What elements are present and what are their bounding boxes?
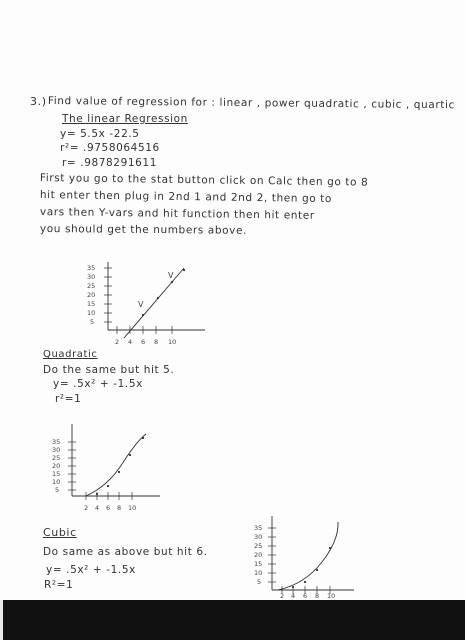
linear-mark: V	[138, 300, 144, 309]
quadratic-x-tick: 8	[117, 504, 122, 512]
linear-r-squared: r²= .9758064516	[60, 142, 160, 154]
linear-equation: y= 5.5x -22.5	[60, 128, 140, 140]
quadratic-y-tick: 10	[52, 478, 61, 486]
instruction-line-1: First you go to the stat button click on Calc then go to 8	[39, 172, 369, 189]
instruction-line-2: hit enter then plug in 2nd 1 and 2nd 2, then go to	[39, 189, 333, 206]
quadratic-x-tick: 2	[84, 504, 89, 512]
quadratic-x-tick: 6	[106, 504, 111, 512]
quadratic-y-tick: 35	[52, 438, 61, 446]
cubic-y-tick: 30	[254, 533, 263, 541]
linear-y-tick: 35	[87, 264, 96, 272]
cubic-r-squared: R²=1	[44, 579, 74, 591]
cubic-equation: y= .5x² + -1.5x	[46, 564, 136, 576]
linear-x-tick: 8	[154, 338, 159, 346]
question-number: 3.)	[30, 95, 47, 108]
cubic-x-tick: 6	[303, 592, 308, 600]
linear-x-tick: 10	[168, 338, 177, 346]
quadratic-y-tick: 15	[52, 470, 61, 478]
quadratic-x-ticks	[84, 492, 136, 512]
cubic-y-tick: 20	[254, 551, 263, 559]
cubic-data-points	[292, 547, 331, 588]
cubic-x-ticks	[280, 586, 335, 600]
instruction-line-4: you should get the numbers above.	[39, 223, 248, 237]
quadratic-y-tick: 30	[52, 446, 61, 454]
linear-regression-line	[124, 268, 184, 338]
linear-y-tick: 15	[87, 300, 96, 308]
quadratic-y-tick: 20	[52, 462, 61, 470]
instruction-line-3: vars then Y-vars and hit function then hit enter	[39, 206, 315, 222]
cubic-y-tick: 15	[254, 560, 263, 568]
cubic-graph	[250, 498, 360, 598]
quadratic-heading: Quadratic	[43, 349, 98, 360]
quadratic-data-points	[96, 437, 144, 495]
cubic-y-tick: 10	[254, 569, 263, 577]
quadratic-curve	[86, 434, 146, 496]
linear-mark: V	[168, 271, 174, 280]
quadratic-x-tick: 10	[128, 504, 137, 512]
quadratic-r-squared: r²=1	[55, 393, 82, 405]
cubic-y-ticks	[254, 524, 276, 586]
linear-graph	[80, 258, 210, 348]
linear-r: r= .9878291611	[62, 157, 157, 169]
quadratic-instruction: Do the same but hit 5.	[43, 364, 175, 376]
quadratic-y-tick: 5	[55, 486, 60, 494]
cubic-heading: Cubic	[43, 526, 77, 539]
linear-x-tick: 4	[128, 338, 133, 346]
quadratic-equation: y= .5x² + -1.5x	[53, 378, 143, 390]
linear-y-tick: 5	[90, 318, 95, 326]
linear-x-tick: 6	[141, 338, 146, 346]
cubic-instruction: Do same as above but hit 6.	[43, 546, 208, 558]
cubic-x-tick: 2	[280, 592, 285, 600]
scan-border-edge	[0, 600, 3, 640]
cubic-x-tick: 8	[315, 592, 320, 600]
quadratic-y-tick: 25	[52, 454, 61, 462]
linear-x-ticks	[115, 326, 176, 346]
linear-x-tick: 2	[115, 338, 120, 346]
linear-y-tick: 25	[87, 282, 96, 290]
scan-border-bottom	[0, 600, 465, 640]
question-prompt: Find value of regression for : linear , power quadratic , cubic , quartic	[47, 95, 455, 112]
linear-y-tick: 20	[87, 291, 96, 299]
cubic-curve	[278, 522, 338, 590]
linear-y-tick: 30	[87, 273, 96, 281]
cubic-y-tick: 25	[254, 542, 263, 550]
linear-heading: The linear Regression	[62, 113, 188, 125]
cubic-x-tick: 4	[291, 592, 296, 600]
cubic-y-tick: 35	[254, 524, 263, 532]
quadratic-graph	[50, 420, 170, 512]
cubic-x-tick: 10	[327, 592, 336, 600]
cubic-y-tick: 5	[257, 578, 262, 586]
quadratic-x-tick: 4	[95, 504, 100, 512]
linear-y-tick: 10	[87, 309, 96, 317]
